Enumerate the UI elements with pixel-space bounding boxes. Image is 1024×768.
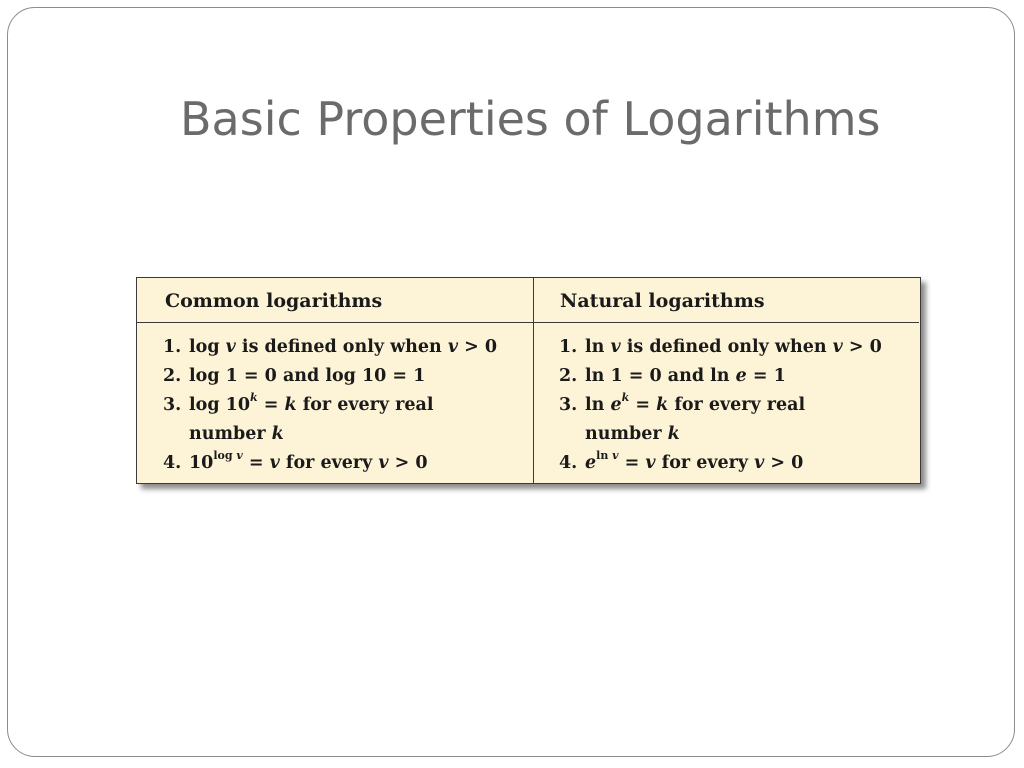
- natural-log-list: [534, 323, 919, 478]
- common-log-item-1: 1. log v is defined only when v > 0: [163, 337, 498, 357]
- common-log-item-4: 4. $10^{log v} = v$ for every v > 0: [163, 449, 428, 473]
- common-log-column: [137, 278, 534, 483]
- natural-log-item-1: 1. ln v is defined only when v > 0: [559, 337, 882, 357]
- common-log-item-3-cont: number k: [189, 424, 284, 444]
- slide-title: Basic Properties of Logarithms: [180, 92, 881, 146]
- log-properties-table: [136, 277, 921, 484]
- natural-log-item-4: 4. $e^{ln v} = v$ for every v > 0: [559, 449, 804, 473]
- common-log-list: [137, 323, 533, 478]
- natural-log-header: Natural logarithms: [534, 278, 919, 323]
- common-log-item-2: 2. log 1 = 0 and log 10 = 1: [163, 366, 426, 386]
- common-log-header: Common logarithms: [137, 278, 533, 323]
- natural-log-item-2: 2. ln 1 = 0 and ln e = 1: [559, 366, 786, 386]
- common-log-item-3: 3. $\log 10^k = k$ for every real: [163, 391, 434, 415]
- natural-log-column: [534, 278, 919, 483]
- natural-log-item-3: 3. $\ln e^k = k$ for every real: [559, 391, 806, 415]
- natural-log-item-3-cont: number k: [585, 424, 680, 444]
